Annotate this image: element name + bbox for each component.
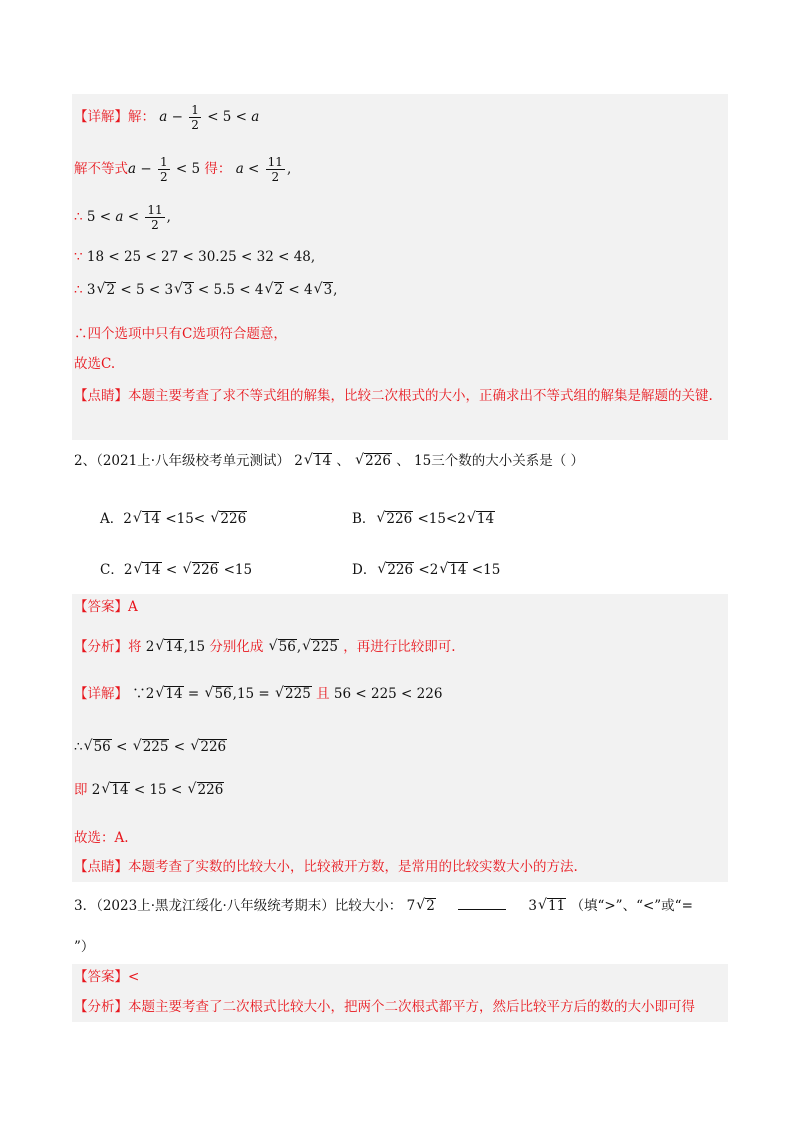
choice-line: 故选C.	[74, 356, 116, 372]
answer-line-2: 【答案】A	[74, 599, 138, 615]
ji-line: 即 2√ 14 < 15 < √ 226	[74, 781, 224, 799]
option-c[interactable]: C．2√ 14 < √ 226 <15	[100, 558, 252, 578]
therefore-line-1: ∴ 5 < a < $\frac{11}{2}$ ,	[74, 203, 171, 232]
therefore-line-2: ∴ 3√ 2 < 5 < 3√ 3 < 5.5 < 4√ 2 < 4√ 3,	[74, 281, 337, 299]
because-line: ∵ 18 < 25 < 27 < 30.25 < 32 < 48,	[74, 249, 316, 265]
detail-line-1: 【详解】解： a − $\frac{1}{2}$ < 5 < a	[74, 103, 260, 132]
therefore-line-3: ∴√ 56 < √ 225 < √ 226	[74, 738, 227, 756]
analysis-line-2: 【分析】将 2√ 14,15 分别化成 √ 56,√ 225 ，再进行比较即可.	[74, 638, 456, 656]
detail-label: 【详解】	[74, 109, 128, 125]
option-b[interactable]: B．√ 226 <15<2√ 14	[352, 507, 495, 527]
choice-line-2: 故选：A.	[74, 830, 129, 846]
question-3-stem: 3．（2023上·黑龙江绥化·八年级统考期末）比较大小： 7√ 2 3√ 11 （填“>”、“<”或“=	[74, 897, 693, 915]
question-2-stem: 2、（2021上·八年级校考单元测试） 2√ 14 、 √ 226 、 15三个数的大小关系是（ ）	[74, 452, 584, 470]
question-3-close: ”）	[74, 939, 95, 955]
answer-line-3: 【答案】<	[74, 969, 140, 985]
option-a[interactable]: A．2√ 14 <15< √ 226	[100, 507, 247, 527]
solve-line: 解不等式a − $\frac{1}{2}$ < 5 得： a < $\frac{11}{2}$ ,	[74, 155, 292, 184]
detail-line-2: 【详解】 ∵2√ 14 = √ 56,15 = √ 225 且 56 < 225 < 226	[74, 685, 442, 703]
point-line-2: 【点睛】本题考查了实数的比较大小，比较被开方数，是常用的比较实数大小的方法.	[74, 859, 578, 875]
point-paragraph-1: 【点睛】本题主要考查了求不等式组的解集，比较二次根式的大小，正确求出不等式组的解集是解题的关键.	[74, 388, 713, 404]
math-expression: a − $\frac{1}{2}$ < 5 < a	[159, 103, 260, 132]
answer-blank[interactable]	[458, 909, 506, 910]
conclusion-line: ∴四个选项中只有C选项符合题意，	[74, 326, 287, 342]
analysis-line-3: 【分析】本题主要考查了二次根式比较大小，把两个二次根式都平方，然后比较平方后的数的大小即可得	[74, 999, 695, 1015]
option-d[interactable]: D．√ 226 <2√ 14 <15	[352, 558, 500, 578]
